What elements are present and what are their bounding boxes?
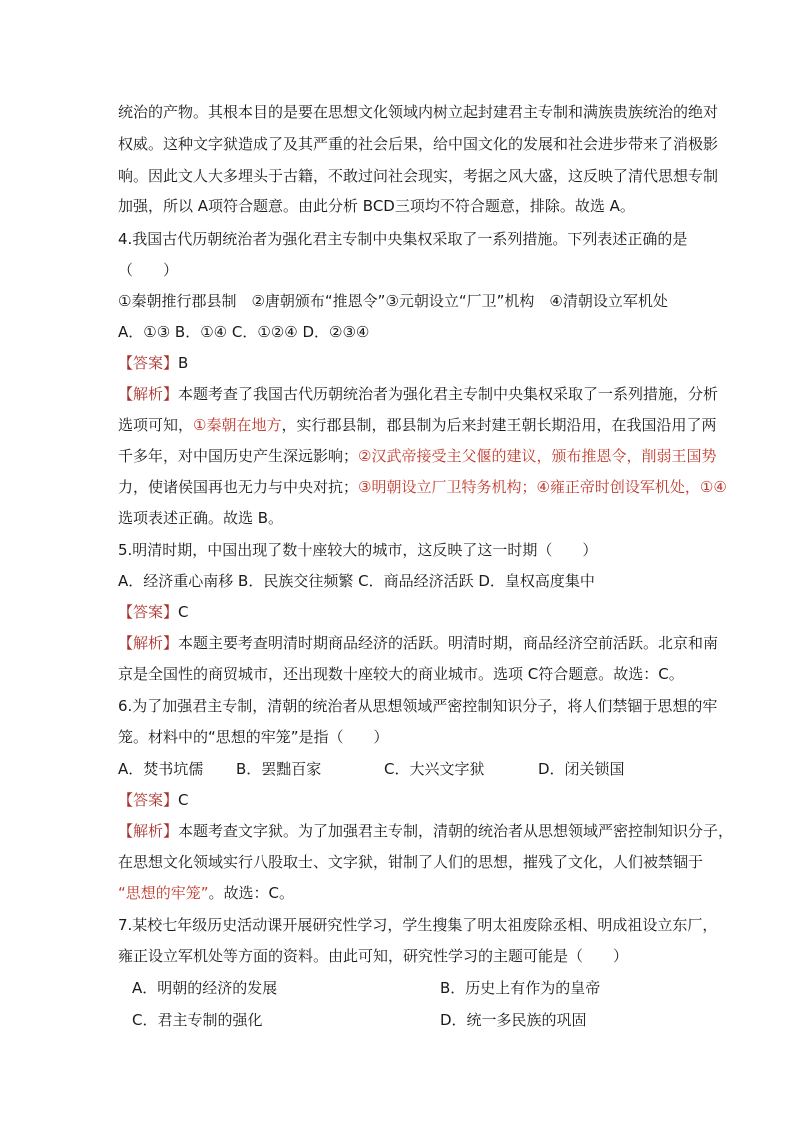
- analysis-text: 本题考查了我国古代历朝统治者为强化君主专制中央集权采取了一系列措施，分析: [178, 385, 719, 403]
- analysis-tag: 【解析】: [118, 385, 179, 403]
- option-c: C．大兴文字狱: [384, 760, 485, 778]
- answer-value: C: [178, 791, 189, 809]
- question-4-blank: （ ）: [118, 261, 179, 279]
- question-4-options: A．①③ B．①④ C．①②④ D．②③④: [118, 323, 370, 341]
- question-7-stem: 7.某校七年级历史活动课开展研究性学习，学生搜集了明太祖废除丞相、明成祖设立东厂，: [118, 916, 718, 934]
- question-5-analysis: [118, 633, 718, 653]
- answer-tag: 【答案】: [118, 354, 179, 372]
- question-4-analysis: [118, 384, 718, 404]
- option-d: D．闭关锁国: [538, 760, 625, 778]
- analysis-highlight: “思想的牢笼”: [118, 884, 209, 902]
- analysis-line: 京是全国性的商贸城市，还出现数十座较大的商业城市。选项 C符合题意。故选：C。: [118, 665, 684, 683]
- analysis-text: 选项可知，: [118, 416, 194, 434]
- question-4-stem: 4.我国古代历朝统治者为强化君主专制中央集权采取了一系列措施。下列表述正确的是: [118, 230, 688, 248]
- analysis-line: 在思想文化领域实行八股取士、文字狱，钳制了人们的思想，摧残了文化，人们被禁锢于: [118, 853, 704, 871]
- analysis-text: ，实行郡县制，郡县制为后来封建王朝长期沿用，在我国沿用了两: [281, 416, 717, 434]
- question-6-stem: 笼。材料中的“思想的牢笼”是指（ ）: [118, 728, 389, 746]
- question-6-stem: 6.为了加强君主专制，清朝的统治者从思想领域严密控制知识分子，将人们禁锢于思想的牢: [118, 697, 718, 715]
- analysis-line: [118, 883, 294, 903]
- option-b: B．罢黜百家: [236, 760, 322, 778]
- analysis-text: 本题考查文字狱。为了加强君主专制，清朝的统治者从思想领域严密控制知识分子，: [178, 822, 734, 840]
- question-5-options: A．经济重心南移 B．民族交往频繁 C．商品经济活跃 D．皇权高度集中: [118, 572, 595, 590]
- answer-value: C: [178, 603, 189, 621]
- text-line: 加强，所以 A项符合题意。由此分析 BCD三项均不符合题意，排除。故选 A。: [118, 197, 635, 215]
- question-5-stem: 5.明清时期，中国出现了数十座较大的城市，这反映了这一时期（ ）: [118, 541, 598, 559]
- question-6-answer: [118, 790, 189, 810]
- analysis-highlight: ①秦朝在地方: [193, 416, 282, 434]
- analysis-tag: 【解析】: [118, 822, 179, 840]
- question-4-answer: [118, 353, 188, 373]
- analysis-line: [118, 446, 716, 466]
- analysis-text: 千多年，对中国历史产生深远影响；: [118, 447, 359, 465]
- text-line: 权威。这种文字狱造成了及其严重的社会后果，给中国文化的发展和社会进步带来了消极影: [118, 135, 719, 153]
- text-line: 响。因此文人大多埋头于古籍，不敢过问社会现实，考据之风大盛，这反映了清代思想专制: [118, 167, 719, 185]
- option-a: A．焚书坑儒: [118, 760, 204, 778]
- answer-tag: 【答案】: [118, 791, 179, 809]
- text-line: 统治的产物。其根本目的是要在思想文化领域内树立起封建君主专制和满族贵族统治的绝对: [118, 103, 719, 121]
- analysis-line: [118, 477, 727, 497]
- analysis-highlight: ②汉武帝接受主父偃的建议，颁布推恩令，削弱王国势: [358, 447, 717, 465]
- question-6-analysis: [118, 821, 733, 841]
- question-4-items: ①秦朝推行郡县制 ②唐朝颁布“推恩令”③元朝设立“厂卫”机构 ④清朝设立军机处: [118, 292, 668, 310]
- analysis-text: 力，使诸侯国再也无力与中央对抗；: [118, 478, 359, 496]
- analysis-line: [118, 415, 716, 435]
- option-c: C．君主专制的强化: [132, 1011, 263, 1029]
- analysis-tag: 【解析】: [118, 634, 179, 652]
- analysis-line: 选项表述正确。故选 B。: [118, 509, 284, 527]
- answer-tag: 【答案】: [118, 603, 179, 621]
- answer-value: B: [178, 354, 189, 372]
- option-d: D．统一多民族的巩固: [440, 1011, 587, 1029]
- question-7-stem: 雍正设立军机处等方面的资料。由此可知，研究性学习的主题可能是（ ）: [118, 947, 629, 965]
- analysis-text: 本题主要考查明清时期商品经济的活跃。明清时期，商品经济空前活跃。北京和南: [178, 634, 719, 652]
- option-a: A．明朝的经济的发展: [132, 979, 278, 997]
- question-5-answer: [118, 602, 189, 622]
- analysis-highlight: ③明朝设立厂卫特务机构；④雍正帝时创设军机处，①④: [358, 478, 727, 496]
- option-b: B．历史上有作为的皇帝: [440, 979, 601, 997]
- analysis-text: 。故选：C。: [208, 884, 295, 902]
